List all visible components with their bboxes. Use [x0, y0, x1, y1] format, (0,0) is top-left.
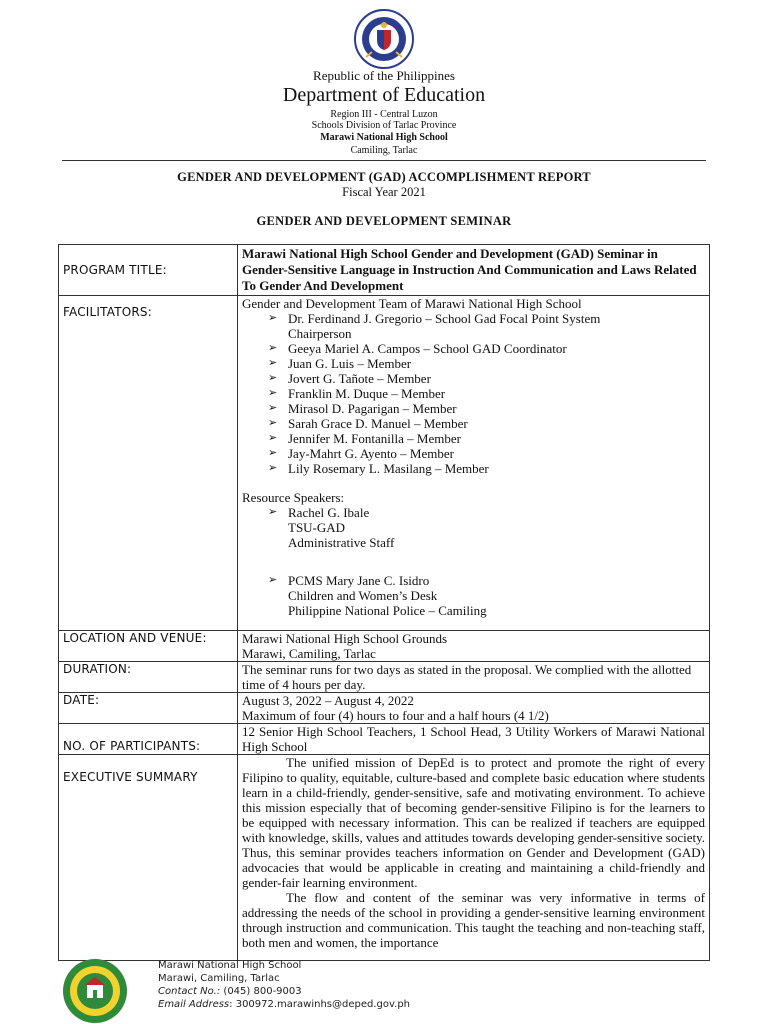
arrow-bullet-icon: ➢ — [268, 357, 278, 369]
arrow-bullet-icon: ➢ — [268, 574, 278, 586]
list-item: ➢ Jovert G. Tañote – Member — [268, 371, 431, 386]
footer-email-label: Email Address — [158, 999, 230, 1010]
header-division: Schools Division of Tarlac Province — [311, 120, 457, 131]
list-spacer — [268, 550, 705, 573]
footer-school: Marawi National High School — [158, 960, 302, 971]
header-school: Marawi National High School — [320, 132, 448, 143]
facilitator-list — [242, 311, 705, 476]
school-seal-icon — [62, 958, 128, 1024]
list-item: ➢ Franklin M. Duque – Member — [268, 386, 446, 401]
list-item: ➢ PCMS Mary Jane C. Isidro Children and Women’s Desk Philippine National Police – Camiling — [268, 573, 487, 618]
arrow-bullet-icon: ➢ — [268, 387, 278, 399]
report-subtitle: GENDER AND DEVELOPMENT SEMINAR — [256, 214, 512, 228]
arrow-bullet-icon: ➢ — [268, 432, 278, 444]
list-item: ➢ Lily Rosemary L. Masilang – Member — [268, 461, 489, 476]
program-title-value: Marawi National High School Gender and Development (GAD) Seminar in Gender-Sensitive Language in Instruction And Communication and Laws Related To Gender And Development — [238, 245, 710, 296]
footer-contact-value: (045) 800-9003 — [223, 986, 302, 997]
footer-email — [158, 999, 410, 1010]
footer-address: Marawi, Camiling, Tarlac — [158, 973, 280, 984]
facilitators-label-text: FACILITATORS: — [63, 305, 152, 319]
facilitators-value — [238, 296, 710, 631]
team-label: Gender and Development Team of Marawi National High School — [242, 296, 582, 311]
row-participants — [59, 724, 710, 755]
arrow-bullet-icon: ➢ — [268, 402, 278, 414]
executive-summary-value — [238, 755, 710, 961]
participants-value: 12 Senior High School Teachers, 1 School Head, 3 Utility Workers of Marawi National High School — [238, 724, 710, 755]
row-location — [59, 631, 710, 662]
executive-summary-label-text: EXECUTIVE SUMMARY — [63, 770, 198, 784]
report-title: GENDER AND DEVELOPMENT (GAD) ACCOMPLISHMENT REPORT — [177, 170, 591, 184]
executive-summary-paragraph-2: The flow and content of the seminar was very informative in terms of addressing the needs of the school in providing a gender-sensitive learning environment through instruction and communication. This taught the teaching and non-teaching staff, both men and women, the importance — [242, 890, 705, 950]
footer-contact-label: Contact No.: — [158, 986, 221, 997]
row-facilitators — [59, 296, 710, 631]
report-table — [58, 244, 710, 961]
header-town: Camiling, Tarlac — [350, 145, 418, 156]
list-item: ➢ Jennifer M. Fontanilla – Member — [268, 431, 461, 446]
row-program-title — [59, 245, 710, 296]
arrow-bullet-icon: ➢ — [268, 312, 278, 324]
location-value — [238, 631, 710, 662]
date-note: Maximum of four (4) hours to four and a half hours (4 1/2) — [242, 708, 549, 723]
arrow-bullet-icon: ➢ — [268, 506, 278, 518]
date-range: August 3, 2022 – August 4, 2022 — [242, 693, 414, 708]
row-executive-summary — [59, 755, 710, 961]
arrow-bullet-icon: ➢ — [268, 447, 278, 459]
row-duration — [59, 662, 710, 693]
program-title-label: PROGRAM TITLE: — [59, 245, 238, 296]
location-line-2: Marawi, Camiling, Tarlac — [242, 646, 376, 661]
executive-summary-paragraph-1: The unified mission of DepEd is to protect and promote the right of every Filipino to quality, equitable, culture-based and complete basic education where students learn in a child-friendly, gender-sensitive, safe and motivating environment. To achieve this mission especially that of becoming gender-sensitive Filipino is for the learners to be equipped with necessary information. This can be realized if teachers are equipped with knowledge, skills, values and attitudes towards developing gender-sensitive society. Thus, this seminar provides teachers information on Gender and Development (GAD) advocacies that would be applicable in creating and maintaining a child-friendly and gender-fair learning environment. — [242, 755, 705, 890]
header-region: Region III - Central Luzon — [330, 109, 438, 120]
fiscal-year: Fiscal Year 2021 — [342, 185, 426, 199]
list-item: ➢ Rachel G. Ibale TSU-GAD Administrative Staff — [268, 505, 395, 550]
arrow-bullet-icon: ➢ — [268, 462, 278, 474]
list-item: ➢ Juan G. Luis – Member — [268, 356, 412, 371]
arrow-bullet-icon: ➢ — [268, 417, 278, 429]
list-item: ➢ Mirasol D. Pagarigan – Member — [268, 401, 457, 416]
header-republic: Republic of the Philippines — [313, 68, 455, 83]
list-item: ➢ Dr. Ferdinand J. Gregorio – School Gad Focal Point System Chairperson — [268, 311, 601, 341]
deped-seal-icon — [348, 8, 420, 70]
duration-label: DURATION: — [59, 662, 238, 693]
facilitators-label — [59, 296, 238, 631]
location-label: LOCATION AND VENUE: — [59, 631, 238, 662]
duration-value: The seminar runs for two days as stated in the proposal. We complied with the allotted time of 4 hours per day. — [238, 662, 710, 693]
speaker-list — [242, 505, 705, 618]
row-date — [59, 693, 710, 724]
resource-speakers-label: Resource Speakers: — [242, 490, 345, 505]
header-department: Department of Education — [282, 84, 486, 106]
arrow-bullet-icon: ➢ — [268, 342, 278, 354]
date-value — [238, 693, 710, 724]
footer-contact — [158, 986, 302, 997]
list-item: ➢ Geeya Mariel A. Campos – School GAD Coordinator — [268, 341, 567, 356]
date-label: DATE: — [59, 693, 238, 724]
list-item: ➢ Sarah Grace D. Manuel – Member — [268, 416, 468, 431]
header-divider — [62, 160, 706, 161]
arrow-bullet-icon: ➢ — [268, 372, 278, 384]
footer-email-value: : 300972.marawinhs@deped.gov.ph — [229, 999, 411, 1010]
location-line-1: Marawi National High School Grounds — [242, 631, 448, 646]
participants-label: NO. OF PARTICIPANTS: — [59, 724, 238, 755]
executive-summary-label — [59, 755, 238, 961]
list-item: ➢ Jay-Mahrt G. Ayento – Member — [268, 446, 454, 461]
